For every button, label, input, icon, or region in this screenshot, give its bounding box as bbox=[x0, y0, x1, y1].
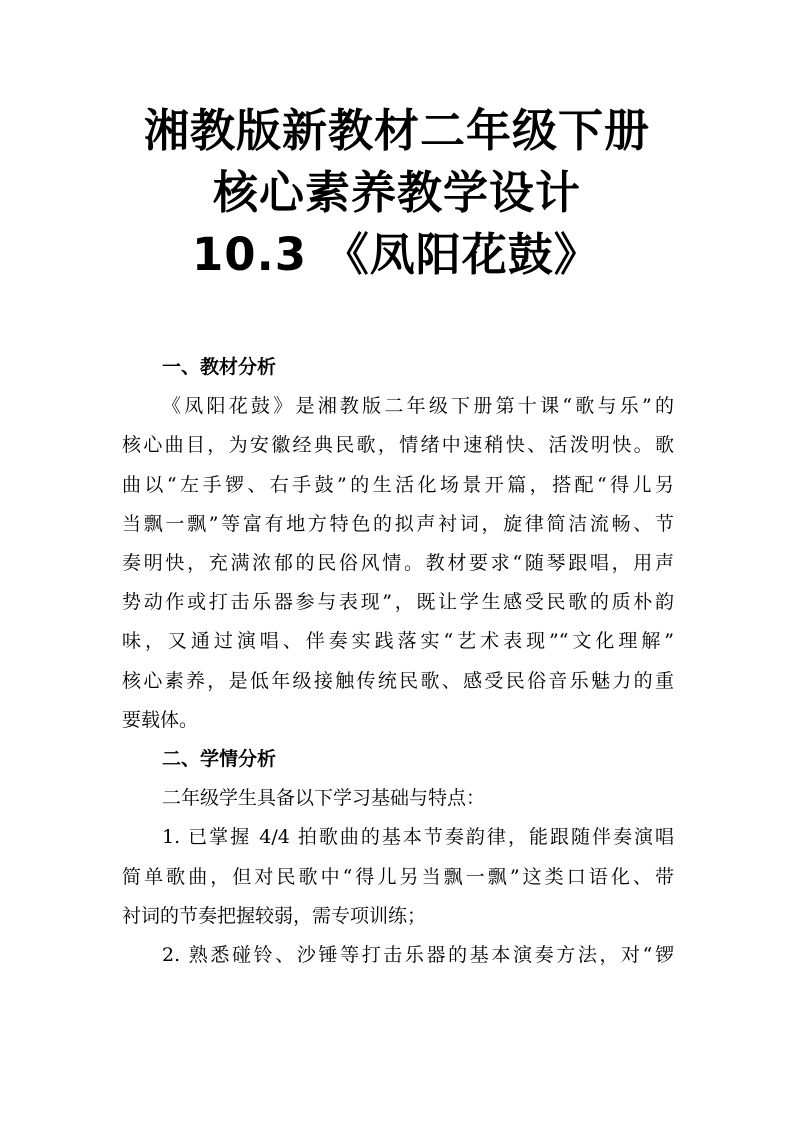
paragraph-line: 奏明快，充满浓郁的民俗风情。教材要求“随琴跟唱，用声 bbox=[122, 552, 674, 575]
list-item-line: 1. 已掌握 4/4 拍歌曲的基本节奏韵律，能跟随伴奏演唱 bbox=[162, 826, 674, 849]
paragraph-line: 要载体。 bbox=[122, 708, 199, 731]
title-line-3: 10.3 《凤阳花鼓》 bbox=[192, 228, 600, 281]
list-item-line: 衬词的节奏把握较弱，需专项训练； bbox=[122, 904, 427, 927]
paragraph-line: 曲以“左手锣、右手鼓”的生活化场景开篇，搭配“得儿另 bbox=[122, 473, 674, 496]
document-title bbox=[0, 100, 794, 286]
section-heading-textbook-analysis: 一、教材分析 bbox=[162, 356, 277, 378]
title-line-1: 湘教版新教材二年级下册 bbox=[143, 104, 650, 157]
paragraph-line: 当飘一飘”等富有地方特色的拟声衬词，旋律简洁流畅、节 bbox=[122, 512, 674, 535]
paragraph-line: 核心素养，是低年级接触传统民歌、感受民俗音乐魅力的重 bbox=[122, 669, 674, 692]
list-item-line: 2. 熟悉碰铃、沙锤等打击乐器的基本演奏方法，对“锣 bbox=[162, 944, 674, 967]
document-body bbox=[122, 348, 674, 975]
title-line-2: 核心素养教学设计 bbox=[212, 166, 581, 219]
paragraph-line: 《凤阳花鼓》是湘教版二年级下册第十课“歌与乐”的 bbox=[162, 395, 674, 418]
section-heading-learner-analysis: 二、学情分析 bbox=[162, 748, 277, 771]
paragraph-line: 势动作或打击乐器参与表现”，既让学生感受民歌的质朴韵 bbox=[122, 591, 674, 614]
learner-analysis-intro: 二年级学生具备以下学习基础与特点： bbox=[162, 787, 486, 810]
learner-analysis-item-2 bbox=[122, 936, 674, 975]
list-item-line: 简单歌曲，但对民歌中“得儿另当飘一飘”这类口语化、带 bbox=[122, 865, 674, 888]
paragraph-line: 核心曲目，为安徽经典民歌，情绪中速稍快、活泼明快。歌 bbox=[122, 434, 674, 457]
learner-analysis-item-1 bbox=[122, 818, 674, 936]
paragraph-line: 味，又通过演唱、伴奏实践落实“艺术表现”“文化理解” bbox=[122, 630, 674, 653]
textbook-analysis-paragraph bbox=[122, 387, 674, 740]
